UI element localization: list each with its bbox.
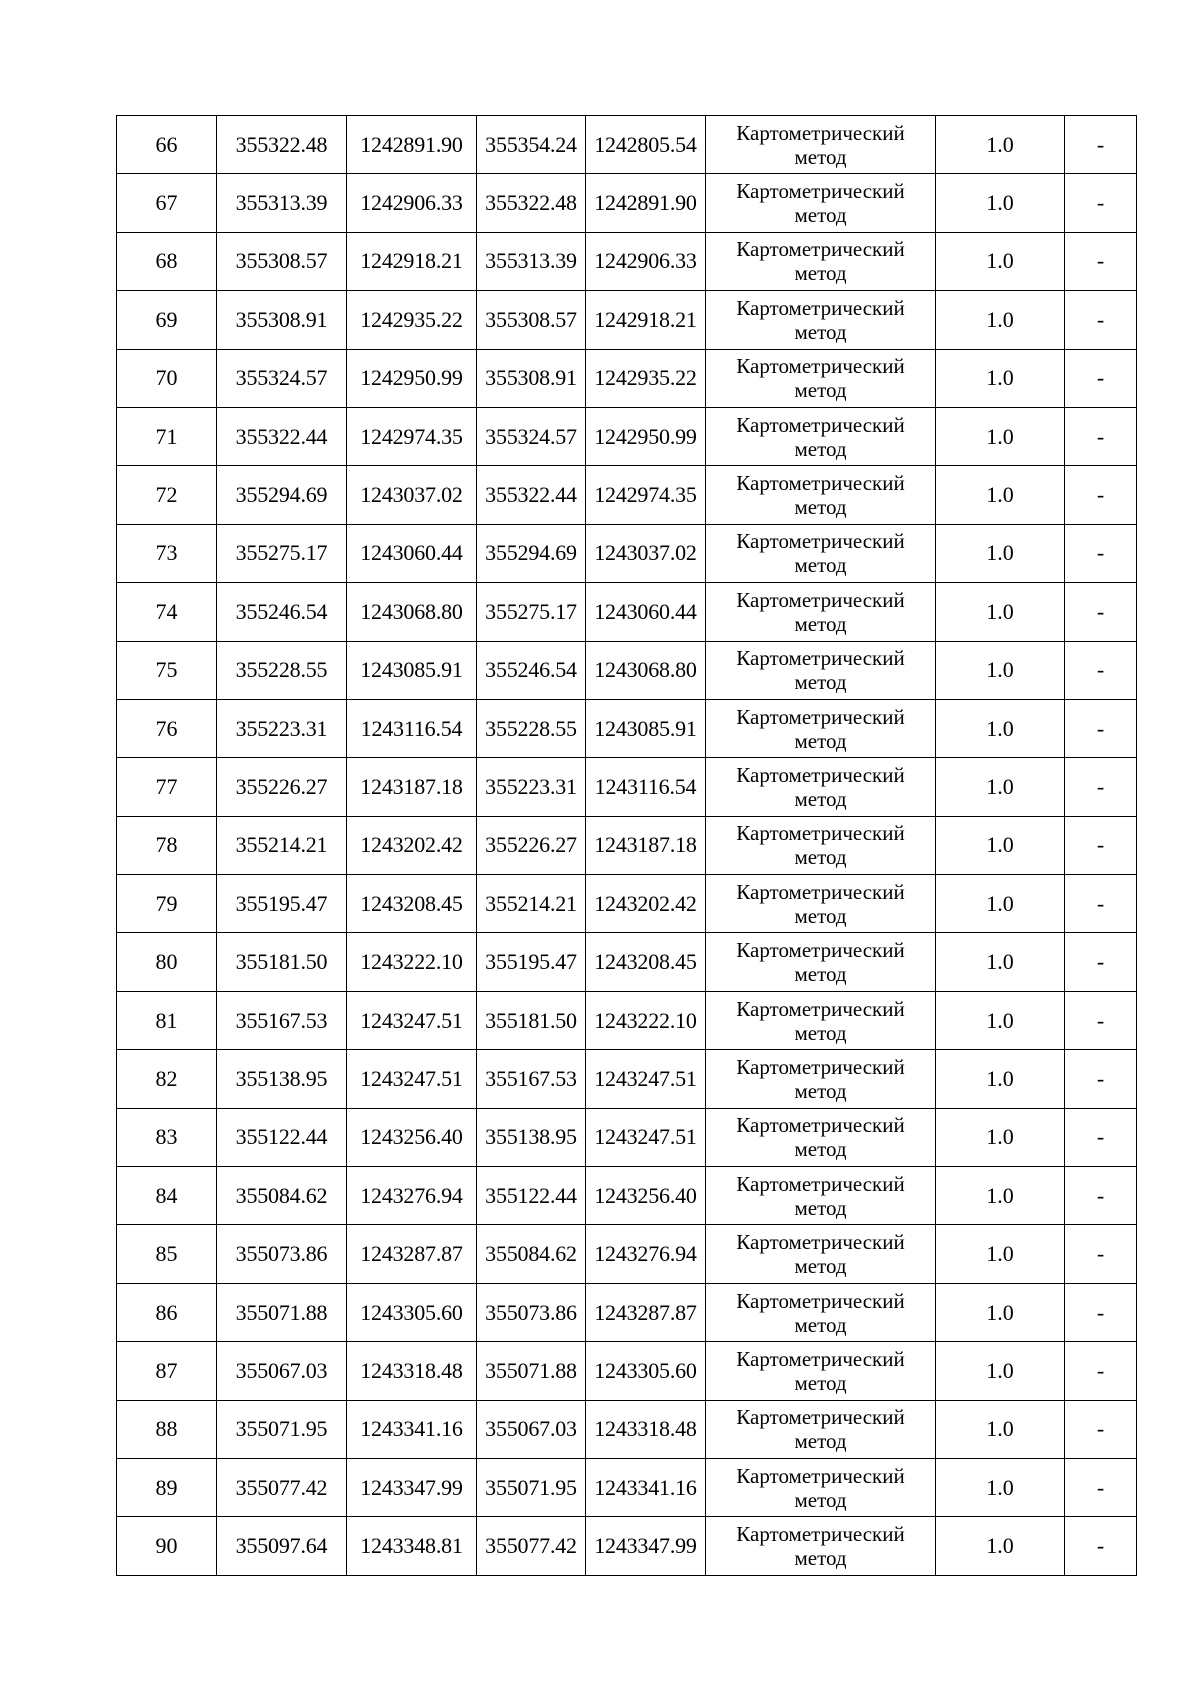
- table-row: [117, 933, 1137, 991]
- method-cell: [706, 174, 936, 232]
- previous-y-coordinate-cell: 1243247.51: [586, 1050, 706, 1108]
- previous-x-coordinate-cell: 355181.50: [477, 991, 586, 1049]
- y-coordinate-cell: 1243202.42: [347, 816, 477, 874]
- previous-x-coordinate-cell: 355294.69: [477, 524, 586, 582]
- y-coordinate-cell: 1243347.99: [347, 1458, 477, 1516]
- table-row: [117, 524, 1137, 582]
- method-line-1: Картометрический: [736, 120, 905, 145]
- point-number-cell: 86: [117, 1283, 217, 1341]
- previous-y-coordinate-cell: 1243068.80: [586, 641, 706, 699]
- point-number-cell: 68: [117, 232, 217, 290]
- method-line-1: Картометрический: [736, 179, 905, 204]
- method-line-1: Картометрический: [736, 1113, 905, 1138]
- point-number-cell: 85: [117, 1225, 217, 1283]
- method-line-1: Картометрический: [736, 1230, 905, 1255]
- previous-x-coordinate-cell: 355071.88: [477, 1342, 586, 1400]
- previous-x-coordinate-cell: 355122.44: [477, 1167, 586, 1225]
- y-coordinate-cell: 1243305.60: [347, 1283, 477, 1341]
- note-cell: -: [1065, 524, 1137, 582]
- method-line-1: Картометрический: [736, 646, 905, 671]
- point-number-cell: 66: [117, 116, 217, 174]
- point-number-cell: 70: [117, 349, 217, 407]
- previous-y-coordinate-cell: 1243305.60: [586, 1342, 706, 1400]
- x-coordinate-cell: 355097.64: [217, 1517, 347, 1575]
- point-number-cell: 79: [117, 875, 217, 933]
- point-number-cell: 89: [117, 1458, 217, 1516]
- method-line-1: Картометрический: [736, 237, 905, 262]
- accuracy-cell: 1.0: [936, 933, 1065, 991]
- x-coordinate-cell: 355226.27: [217, 758, 347, 816]
- table-row: [117, 291, 1137, 349]
- table-row: [117, 1050, 1137, 1108]
- table-row: [117, 1167, 1137, 1225]
- previous-x-coordinate-cell: 355324.57: [477, 407, 586, 465]
- table-row: [117, 1517, 1137, 1575]
- method-line-1: Картометрический: [736, 1171, 905, 1196]
- previous-y-coordinate-cell: 1243347.99: [586, 1517, 706, 1575]
- note-cell: -: [1065, 1458, 1137, 1516]
- table-row: [117, 758, 1137, 816]
- method-line-1: Картометрический: [736, 587, 905, 612]
- point-number-cell: 81: [117, 991, 217, 1049]
- method-cell: [706, 1167, 936, 1225]
- x-coordinate-cell: 355122.44: [217, 1108, 347, 1166]
- note-cell: -: [1065, 699, 1137, 757]
- previous-y-coordinate-cell: 1243187.18: [586, 816, 706, 874]
- x-coordinate-cell: 355308.57: [217, 232, 347, 290]
- method-line-2: метод: [794, 1254, 847, 1279]
- method-line-1: Картометрический: [736, 821, 905, 846]
- accuracy-cell: 1.0: [936, 816, 1065, 874]
- point-number-cell: 82: [117, 1050, 217, 1108]
- x-coordinate-cell: 355313.39: [217, 174, 347, 232]
- note-cell: -: [1065, 174, 1137, 232]
- note-cell: -: [1065, 466, 1137, 524]
- method-line-2: метод: [794, 845, 847, 870]
- point-number-cell: 67: [117, 174, 217, 232]
- note-cell: -: [1065, 1225, 1137, 1283]
- y-coordinate-cell: 1243287.87: [347, 1225, 477, 1283]
- method-line-2: метод: [794, 319, 847, 344]
- previous-x-coordinate-cell: 355077.42: [477, 1517, 586, 1575]
- method-line-2: метод: [794, 1312, 847, 1337]
- note-cell: -: [1065, 816, 1137, 874]
- y-coordinate-cell: 1243116.54: [347, 699, 477, 757]
- previous-y-coordinate-cell: 1243202.42: [586, 875, 706, 933]
- x-coordinate-cell: 355223.31: [217, 699, 347, 757]
- y-coordinate-cell: 1243247.51: [347, 1050, 477, 1108]
- method-cell: [706, 407, 936, 465]
- method-cell: [706, 1108, 936, 1166]
- method-cell: [706, 1458, 936, 1516]
- accuracy-cell: 1.0: [936, 641, 1065, 699]
- x-coordinate-cell: 355214.21: [217, 816, 347, 874]
- table-row: [117, 1458, 1137, 1516]
- method-line-2: метод: [794, 495, 847, 520]
- note-cell: -: [1065, 1108, 1137, 1166]
- accuracy-cell: 1.0: [936, 1167, 1065, 1225]
- method-cell: [706, 816, 936, 874]
- method-line-2: метод: [794, 261, 847, 286]
- table-row: [117, 1108, 1137, 1166]
- x-coordinate-cell: 355084.62: [217, 1167, 347, 1225]
- accuracy-cell: 1.0: [936, 232, 1065, 290]
- x-coordinate-cell: 355077.42: [217, 1458, 347, 1516]
- method-cell: [706, 875, 936, 933]
- previous-x-coordinate-cell: 355228.55: [477, 699, 586, 757]
- method-line-2: метод: [794, 1429, 847, 1454]
- y-coordinate-cell: 1242950.99: [347, 349, 477, 407]
- x-coordinate-cell: 355167.53: [217, 991, 347, 1049]
- previous-x-coordinate-cell: 355073.86: [477, 1283, 586, 1341]
- method-cell: [706, 583, 936, 641]
- method-line-2: метод: [794, 1195, 847, 1220]
- table-row: [117, 349, 1137, 407]
- method-line-1: Картометрический: [736, 1522, 905, 1547]
- method-line-1: Картометрический: [736, 471, 905, 496]
- previous-y-coordinate-cell: 1243116.54: [586, 758, 706, 816]
- point-number-cell: 88: [117, 1400, 217, 1458]
- method-line-2: метод: [794, 1370, 847, 1395]
- point-number-cell: 78: [117, 816, 217, 874]
- method-line-1: Картометрический: [736, 1346, 905, 1371]
- y-coordinate-cell: 1243256.40: [347, 1108, 477, 1166]
- previous-y-coordinate-cell: 1243287.87: [586, 1283, 706, 1341]
- method-line-2: метод: [794, 553, 847, 578]
- method-line-1: Картометрический: [736, 1463, 905, 1488]
- method-line-2: метод: [794, 1487, 847, 1512]
- x-coordinate-cell: 355294.69: [217, 466, 347, 524]
- method-line-2: метод: [794, 903, 847, 928]
- method-line-1: Картометрический: [736, 529, 905, 554]
- previous-x-coordinate-cell: 355138.95: [477, 1108, 586, 1166]
- point-number-cell: 77: [117, 758, 217, 816]
- method-line-1: Картометрический: [736, 412, 905, 437]
- point-number-cell: 69: [117, 291, 217, 349]
- previous-x-coordinate-cell: 355226.27: [477, 816, 586, 874]
- x-coordinate-cell: 355071.88: [217, 1283, 347, 1341]
- x-coordinate-cell: 355246.54: [217, 583, 347, 641]
- previous-y-coordinate-cell: 1243222.10: [586, 991, 706, 1049]
- previous-x-coordinate-cell: 355308.57: [477, 291, 586, 349]
- note-cell: -: [1065, 1517, 1137, 1575]
- previous-y-coordinate-cell: 1243341.16: [586, 1458, 706, 1516]
- note-cell: -: [1065, 116, 1137, 174]
- method-line-1: Картометрический: [736, 295, 905, 320]
- previous-x-coordinate-cell: 355322.48: [477, 174, 586, 232]
- method-line-2: метод: [794, 378, 847, 403]
- point-number-cell: 90: [117, 1517, 217, 1575]
- method-cell: [706, 1283, 936, 1341]
- previous-x-coordinate-cell: 355275.17: [477, 583, 586, 641]
- previous-y-coordinate-cell: 1242918.21: [586, 291, 706, 349]
- y-coordinate-cell: 1243085.91: [347, 641, 477, 699]
- previous-y-coordinate-cell: 1243247.51: [586, 1108, 706, 1166]
- accuracy-cell: 1.0: [936, 875, 1065, 933]
- accuracy-cell: 1.0: [936, 1050, 1065, 1108]
- previous-x-coordinate-cell: 355322.44: [477, 466, 586, 524]
- previous-x-coordinate-cell: 355071.95: [477, 1458, 586, 1516]
- method-line-2: метод: [794, 1137, 847, 1162]
- previous-y-coordinate-cell: 1242950.99: [586, 407, 706, 465]
- coordinates-table: [116, 115, 1137, 1576]
- accuracy-cell: 1.0: [936, 349, 1065, 407]
- method-line-2: метод: [794, 728, 847, 753]
- point-number-cell: 74: [117, 583, 217, 641]
- method-cell: [706, 758, 936, 816]
- table-body: [117, 116, 1137, 1576]
- method-line-1: Картометрический: [736, 1288, 905, 1313]
- note-cell: -: [1065, 641, 1137, 699]
- accuracy-cell: 1.0: [936, 991, 1065, 1049]
- y-coordinate-cell: 1242935.22: [347, 291, 477, 349]
- previous-x-coordinate-cell: 355067.03: [477, 1400, 586, 1458]
- x-coordinate-cell: 355181.50: [217, 933, 347, 991]
- accuracy-cell: 1.0: [936, 407, 1065, 465]
- note-cell: -: [1065, 991, 1137, 1049]
- note-cell: -: [1065, 933, 1137, 991]
- method-line-1: Картометрический: [736, 1405, 905, 1430]
- method-line-1: Картометрический: [736, 762, 905, 787]
- table-row: [117, 991, 1137, 1049]
- method-cell: [706, 1225, 936, 1283]
- previous-y-coordinate-cell: 1242974.35: [586, 466, 706, 524]
- table-row: [117, 1225, 1137, 1283]
- point-number-cell: 75: [117, 641, 217, 699]
- method-cell: [706, 933, 936, 991]
- previous-x-coordinate-cell: 355313.39: [477, 232, 586, 290]
- note-cell: -: [1065, 1167, 1137, 1225]
- point-number-cell: 73: [117, 524, 217, 582]
- x-coordinate-cell: 355228.55: [217, 641, 347, 699]
- method-cell: [706, 466, 936, 524]
- previous-y-coordinate-cell: 1243256.40: [586, 1167, 706, 1225]
- previous-x-coordinate-cell: 355354.24: [477, 116, 586, 174]
- table-row: [117, 116, 1137, 174]
- accuracy-cell: 1.0: [936, 291, 1065, 349]
- method-line-1: Картометрический: [736, 1054, 905, 1079]
- accuracy-cell: 1.0: [936, 699, 1065, 757]
- accuracy-cell: 1.0: [936, 1283, 1065, 1341]
- method-cell: [706, 1342, 936, 1400]
- previous-x-coordinate-cell: 355223.31: [477, 758, 586, 816]
- x-coordinate-cell: 355324.57: [217, 349, 347, 407]
- table-row: [117, 699, 1137, 757]
- method-line-2: метод: [794, 1546, 847, 1571]
- y-coordinate-cell: 1243348.81: [347, 1517, 477, 1575]
- method-cell: [706, 116, 936, 174]
- x-coordinate-cell: 355067.03: [217, 1342, 347, 1400]
- x-coordinate-cell: 355308.91: [217, 291, 347, 349]
- method-line-2: метод: [794, 962, 847, 987]
- point-number-cell: 72: [117, 466, 217, 524]
- accuracy-cell: 1.0: [936, 1342, 1065, 1400]
- y-coordinate-cell: 1242974.35: [347, 407, 477, 465]
- point-number-cell: 80: [117, 933, 217, 991]
- accuracy-cell: 1.0: [936, 758, 1065, 816]
- method-line-2: метод: [794, 144, 847, 169]
- previous-y-coordinate-cell: 1242891.90: [586, 174, 706, 232]
- method-cell: [706, 1050, 936, 1108]
- note-cell: -: [1065, 1283, 1137, 1341]
- table-row: [117, 174, 1137, 232]
- previous-y-coordinate-cell: 1242805.54: [586, 116, 706, 174]
- note-cell: -: [1065, 349, 1137, 407]
- accuracy-cell: 1.0: [936, 1108, 1065, 1166]
- accuracy-cell: 1.0: [936, 1517, 1065, 1575]
- table-row: [117, 1400, 1137, 1458]
- previous-x-coordinate-cell: 355195.47: [477, 933, 586, 991]
- method-line-1: Картометрический: [736, 879, 905, 904]
- method-line-2: метод: [794, 670, 847, 695]
- previous-y-coordinate-cell: 1243208.45: [586, 933, 706, 991]
- table-row: [117, 816, 1137, 874]
- method-line-1: Картометрический: [736, 996, 905, 1021]
- table-row: [117, 466, 1137, 524]
- previous-y-coordinate-cell: 1242935.22: [586, 349, 706, 407]
- accuracy-cell: 1.0: [936, 524, 1065, 582]
- previous-x-coordinate-cell: 355308.91: [477, 349, 586, 407]
- previous-y-coordinate-cell: 1242906.33: [586, 232, 706, 290]
- point-number-cell: 83: [117, 1108, 217, 1166]
- y-coordinate-cell: 1242918.21: [347, 232, 477, 290]
- previous-x-coordinate-cell: 355167.53: [477, 1050, 586, 1108]
- method-cell: [706, 699, 936, 757]
- previous-y-coordinate-cell: 1243060.44: [586, 583, 706, 641]
- method-cell: [706, 524, 936, 582]
- note-cell: -: [1065, 407, 1137, 465]
- y-coordinate-cell: 1243068.80: [347, 583, 477, 641]
- accuracy-cell: 1.0: [936, 1225, 1065, 1283]
- previous-x-coordinate-cell: 355084.62: [477, 1225, 586, 1283]
- method-line-1: Картометрический: [736, 938, 905, 963]
- table-row: [117, 875, 1137, 933]
- accuracy-cell: 1.0: [936, 583, 1065, 641]
- previous-x-coordinate-cell: 355214.21: [477, 875, 586, 933]
- accuracy-cell: 1.0: [936, 116, 1065, 174]
- table-row: [117, 232, 1137, 290]
- method-cell: [706, 991, 936, 1049]
- accuracy-cell: 1.0: [936, 466, 1065, 524]
- note-cell: -: [1065, 758, 1137, 816]
- note-cell: -: [1065, 1050, 1137, 1108]
- table-row: [117, 641, 1137, 699]
- method-cell: [706, 291, 936, 349]
- y-coordinate-cell: 1243060.44: [347, 524, 477, 582]
- y-coordinate-cell: 1242891.90: [347, 116, 477, 174]
- note-cell: -: [1065, 1342, 1137, 1400]
- method-line-1: Картометрический: [736, 704, 905, 729]
- point-number-cell: 71: [117, 407, 217, 465]
- method-line-1: Картометрический: [736, 354, 905, 379]
- note-cell: -: [1065, 875, 1137, 933]
- y-coordinate-cell: 1243037.02: [347, 466, 477, 524]
- previous-y-coordinate-cell: 1243276.94: [586, 1225, 706, 1283]
- method-line-2: метод: [794, 786, 847, 811]
- y-coordinate-cell: 1243187.18: [347, 758, 477, 816]
- accuracy-cell: 1.0: [936, 1400, 1065, 1458]
- x-coordinate-cell: 355071.95: [217, 1400, 347, 1458]
- previous-x-coordinate-cell: 355246.54: [477, 641, 586, 699]
- method-cell: [706, 641, 936, 699]
- table-row: [117, 407, 1137, 465]
- table-row: [117, 1342, 1137, 1400]
- previous-y-coordinate-cell: 1243085.91: [586, 699, 706, 757]
- y-coordinate-cell: 1243341.16: [347, 1400, 477, 1458]
- note-cell: -: [1065, 232, 1137, 290]
- x-coordinate-cell: 355195.47: [217, 875, 347, 933]
- y-coordinate-cell: 1243318.48: [347, 1342, 477, 1400]
- y-coordinate-cell: 1243276.94: [347, 1167, 477, 1225]
- note-cell: -: [1065, 583, 1137, 641]
- point-number-cell: 87: [117, 1342, 217, 1400]
- x-coordinate-cell: 355322.48: [217, 116, 347, 174]
- x-coordinate-cell: 355138.95: [217, 1050, 347, 1108]
- y-coordinate-cell: 1243222.10: [347, 933, 477, 991]
- method-cell: [706, 1517, 936, 1575]
- note-cell: -: [1065, 1400, 1137, 1458]
- table-row: [117, 583, 1137, 641]
- method-line-2: метод: [794, 1020, 847, 1045]
- y-coordinate-cell: 1242906.33: [347, 174, 477, 232]
- point-number-cell: 76: [117, 699, 217, 757]
- previous-y-coordinate-cell: 1243318.48: [586, 1400, 706, 1458]
- method-line-2: метод: [794, 436, 847, 461]
- x-coordinate-cell: 355322.44: [217, 407, 347, 465]
- method-line-2: метод: [794, 203, 847, 228]
- y-coordinate-cell: 1243208.45: [347, 875, 477, 933]
- previous-y-coordinate-cell: 1243037.02: [586, 524, 706, 582]
- x-coordinate-cell: 355073.86: [217, 1225, 347, 1283]
- point-number-cell: 84: [117, 1167, 217, 1225]
- accuracy-cell: 1.0: [936, 1458, 1065, 1516]
- method-cell: [706, 232, 936, 290]
- method-line-2: метод: [794, 611, 847, 636]
- table-row: [117, 1283, 1137, 1341]
- accuracy-cell: 1.0: [936, 174, 1065, 232]
- x-coordinate-cell: 355275.17: [217, 524, 347, 582]
- method-cell: [706, 349, 936, 407]
- note-cell: -: [1065, 291, 1137, 349]
- method-cell: [706, 1400, 936, 1458]
- method-line-2: метод: [794, 1078, 847, 1103]
- y-coordinate-cell: 1243247.51: [347, 991, 477, 1049]
